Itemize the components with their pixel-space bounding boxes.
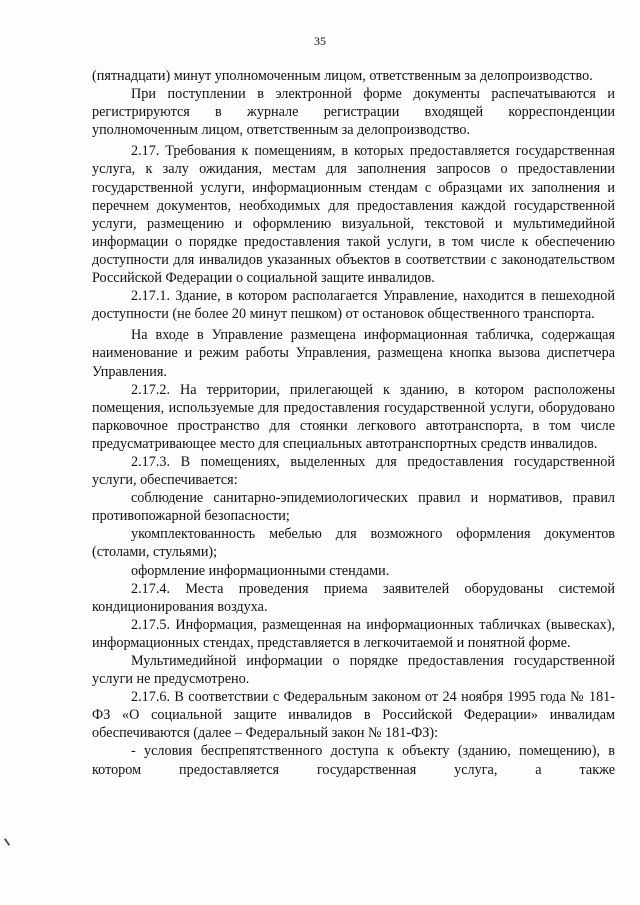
paragraph-2-17-5: 2.17.5. Информация, размещенная на информационных табличках (вывесках), информационных стендах, представляется в легкочитаемой и понятной форме. <box>92 616 615 651</box>
paragraph-electronic-documents: При поступлении в электронной форме документы распечатываются и регистрируются в журнале регистрации входящей корреспонденции уполномоченным лицом, ответственным за делопроизводство. <box>92 86 615 139</box>
paragraph-2-17: 2.17. Требования к помещениям, в которых предоставляется государственная услуга, к залу ожидания, местам для заполнения запросов о предоставлении государственной услуги, информационным стендам с образцами их заполнения и перечнем документов, необходимых для предоставления каждой государственной услуги, размещению и оформлению визуальной, текстовой и мультимедийной информации о порядке предоставления такой услуги, в том числе к обеспечению доступности для инвалидов указанных объектов в соответствии с законодательством Российской Федерации о социальной защите инвалидов. <box>92 143 615 287</box>
paragraph-2-17-6: 2.17.6. В соответствии с Федеральным законом от 24 ноября 1995 года № 181-ФЗ «О социальной защите инвалидов в Российской Федерации» инвалидам обеспечиваются (далее – Федеральный закон № 181-ФЗ): <box>92 689 615 742</box>
paragraph-info-stands: оформление информационными стендами. <box>131 562 390 579</box>
document-body <box>92 67 615 779</box>
paragraph-2-17-4: 2.17.4. Места проведения приема заявителей оборудованы системой кондиционирования воздуха. <box>92 580 615 615</box>
page-number: 35 <box>314 34 326 48</box>
paragraph-2-17-3: 2.17.3. В помещениях, выделенных для предоставления государственной услуги, обеспечивается: <box>92 453 615 489</box>
paragraph-continuation: (пятнадцати) минут уполномоченным лицом, ответственным за делопроизводство. <box>92 68 593 84</box>
paragraph-furniture: укомплектованность мебелью для возможного оформления документов (столами, стульями); <box>92 526 615 561</box>
paragraph-2-17-1: 2.17.1. Здание, в котором располагается Управление, находится в пешеходной доступности (не более 20 минут пешком) от остановок общественного транспорта. <box>92 288 615 323</box>
paragraph-access-conditions: - условия беспрепятственного доступа к объекту (зданию, помещению), в котором предоставляется государственная услуга, а также <box>92 743 615 778</box>
paragraph-multimedia: Мультимедийной информации о порядке предоставления государственной услуги не предусмотрено. <box>92 653 615 688</box>
paragraph-sanitary-rules: соблюдение санитарно-эпидемиологических правил и нормативов, правил противопожарной безопасности; <box>92 490 615 525</box>
paragraph-entrance-sign: На входе в Управление размещена информационная табличка, содержащая наименование и режим работы Управления, размещена кнопка вызова диспетчера Управления. <box>92 327 615 380</box>
paragraph-2-17-2: 2.17.2. На территории, прилегающей к зданию, в котором расположены помещения, используемые для предоставления государственной услуги, оборудовано парковочное пространство для стоянки легкового автотранспорта, в том числе предусматривающее место для специальных автотранспортных средств инвалидов. <box>92 381 615 452</box>
scan-mark <box>4 838 10 846</box>
